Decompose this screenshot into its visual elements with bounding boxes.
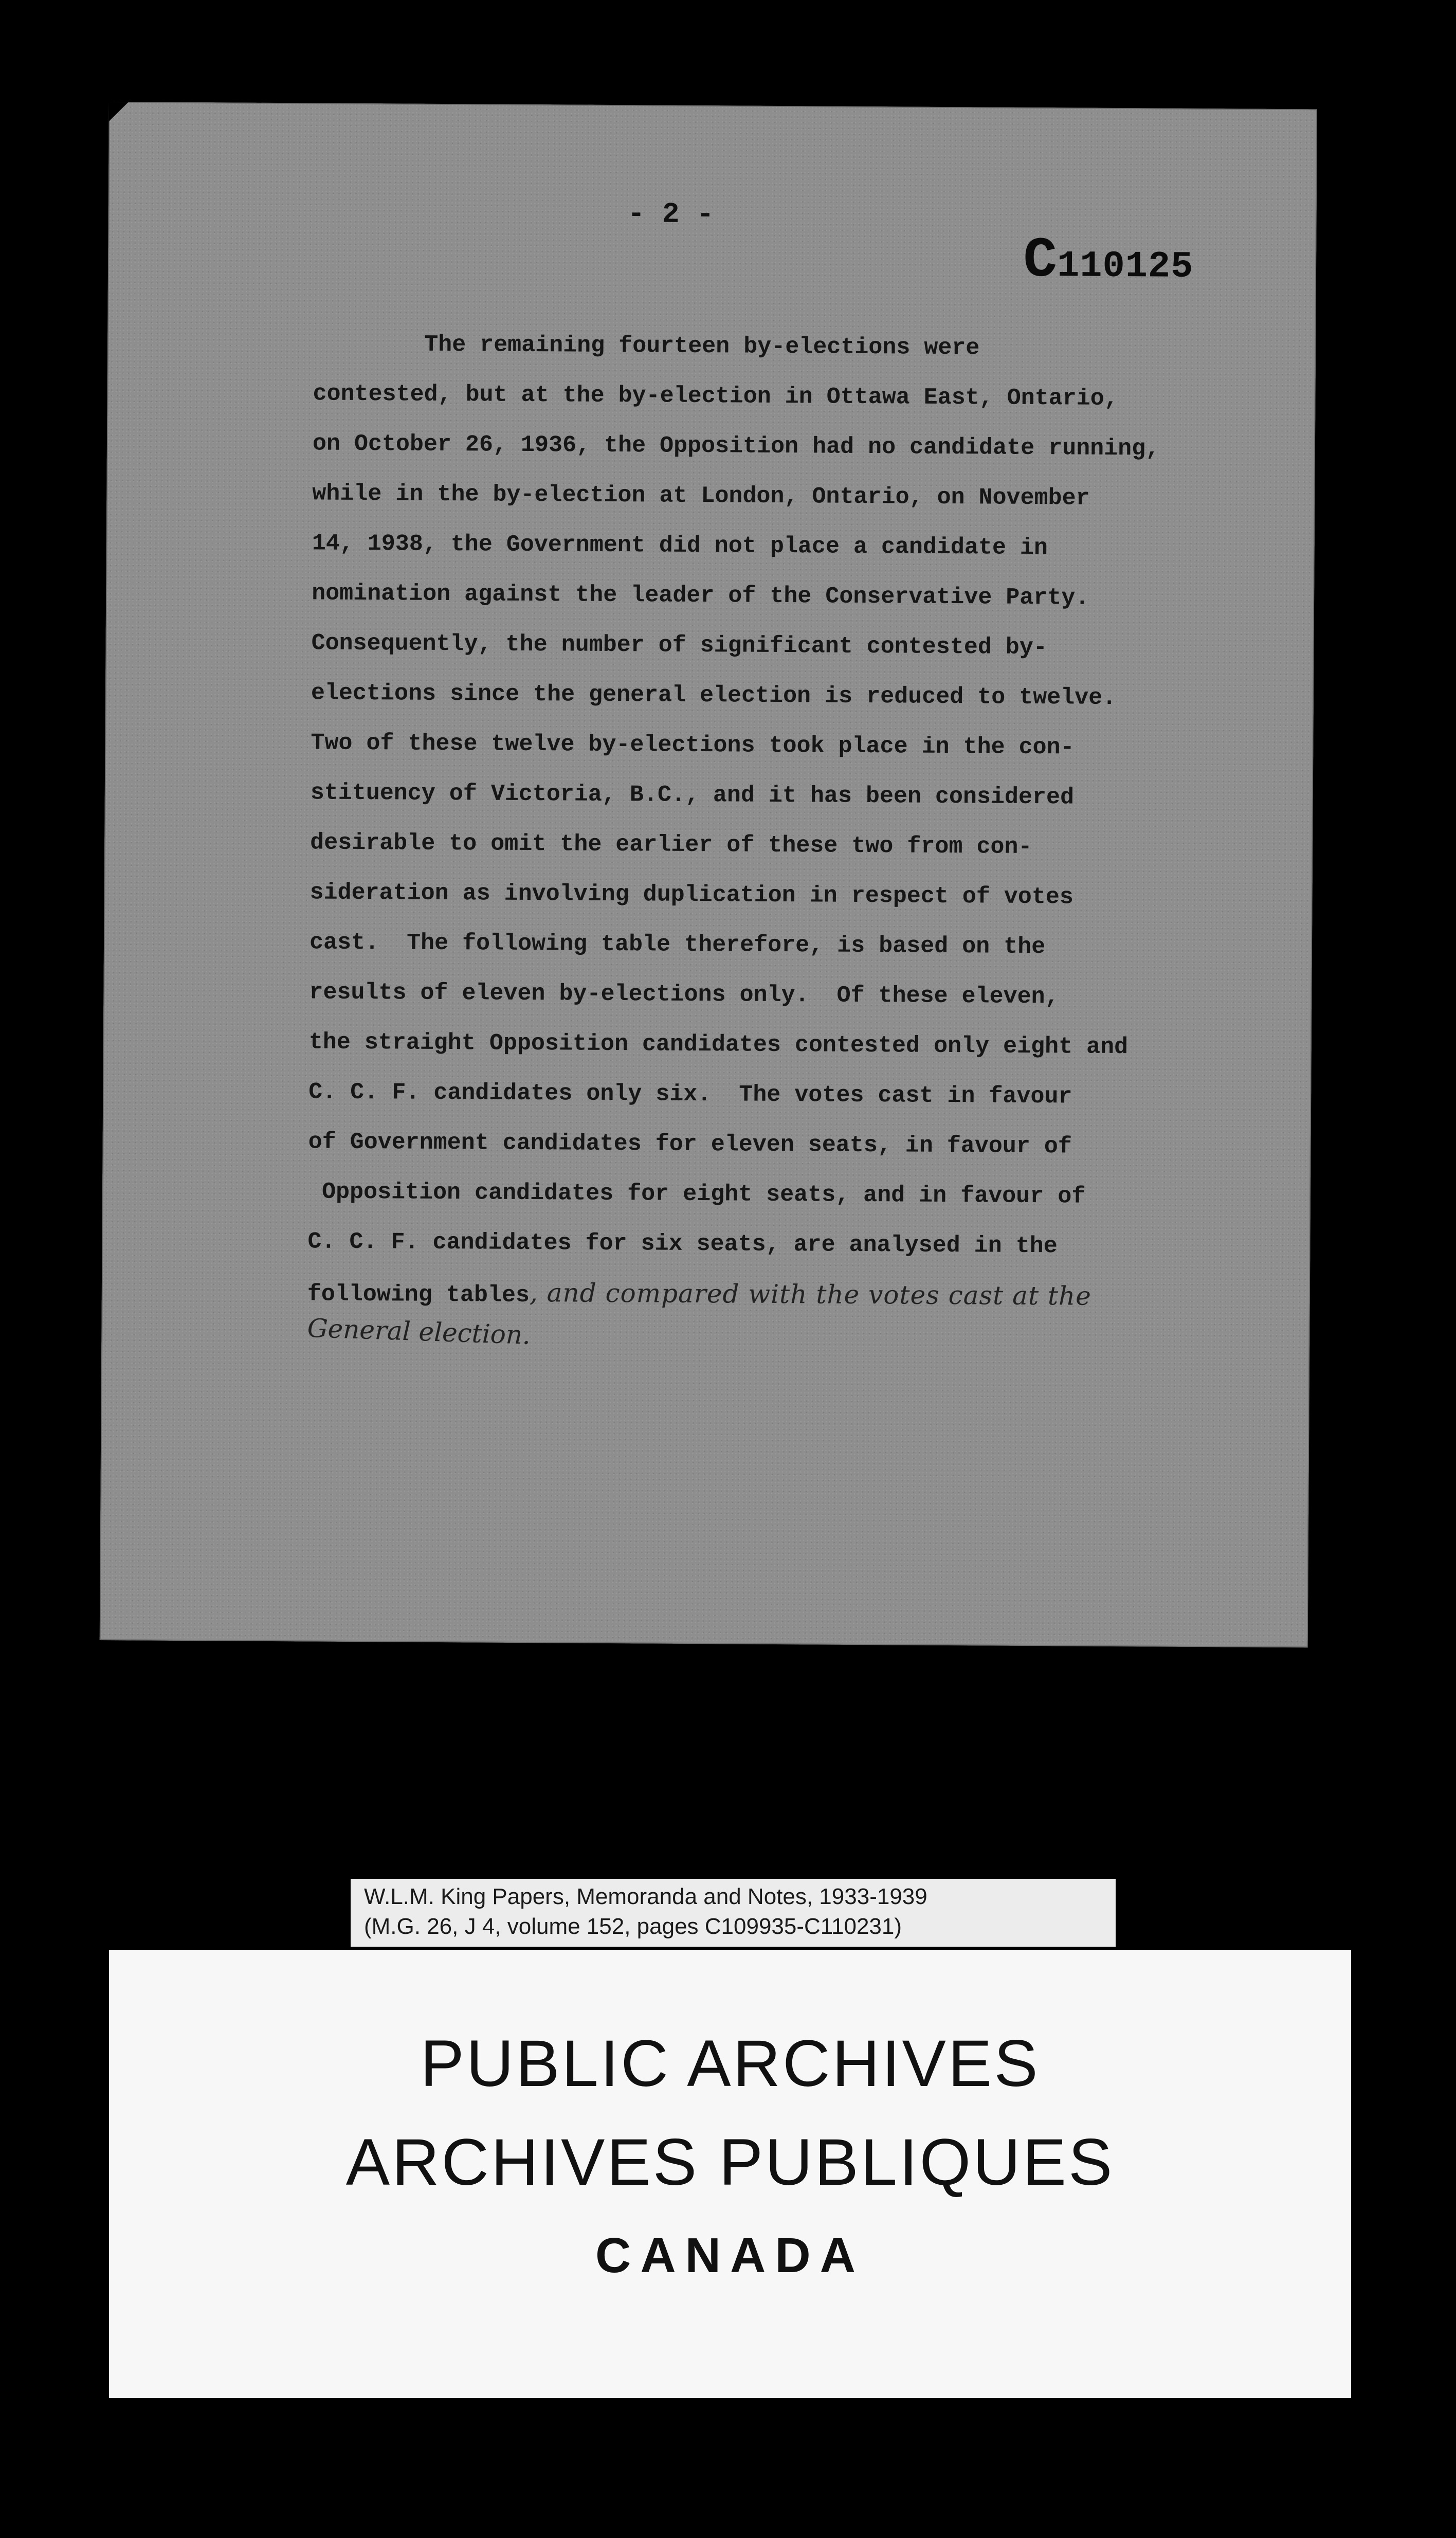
torn-corner — [109, 102, 129, 121]
archive-country: CANADA — [595, 2228, 865, 2283]
document-number — [1023, 229, 1194, 294]
citation-line-1: W.L.M. King Papers, Memoranda and Notes, 1933-1939 — [364, 1884, 927, 1909]
typed-line: while in the by-election at London, Ontario, on November — [312, 480, 1090, 512]
memo-page — [100, 102, 1317, 1647]
document-number-digits: 110125 — [1057, 245, 1194, 288]
typed-line: results of eleven by-elections only. Of these eleven, — [309, 979, 1059, 1010]
typed-line: the straight Opposition candidates contested only eight and — [308, 1029, 1129, 1061]
typed-text: following tables — [307, 1281, 530, 1309]
typed-line: Consequently, the number of significant contested by- — [311, 630, 1047, 661]
typed-line: nomination against the leader of the Conservative Party. — [312, 580, 1089, 611]
citation-label — [351, 1879, 1116, 1947]
document-number-prefix: C — [1023, 228, 1058, 294]
page-number: - 2 - — [627, 197, 714, 231]
typed-line: of Government candidates for eleven seats, in favour of — [308, 1129, 1072, 1160]
typed-line: desirable to omit the earlier of these two from con- — [310, 829, 1032, 860]
archive-title-english: PUBLIC ARCHIVES — [420, 2027, 1040, 2100]
typed-line: C. C. F. candidates for six seats, are analysed in the — [307, 1228, 1058, 1260]
typed-line: 14, 1938, the Government did not place a candidate in — [312, 530, 1048, 561]
handwritten-annotation-continued: General election. — [306, 1313, 531, 1350]
typed-line: contested, but at the by-election in Ottawa East, Ontario, — [313, 380, 1118, 412]
archive-card — [109, 1950, 1351, 2398]
typed-line: sideration as involving duplication in respect of votes — [310, 879, 1073, 911]
typed-line: Two of these twelve by-elections took place in the con- — [311, 730, 1075, 761]
handwritten-annotation: , and compared with the votes cast at the — [529, 1278, 1092, 1311]
typed-line: Opposition candidates for eight seats, and in favour of — [307, 1179, 1086, 1210]
typed-line: The remaining fourteen by-elections were — [313, 331, 980, 361]
typed-line: cast. The following table therefore, is based on the — [309, 929, 1046, 960]
archive-title-french: ARCHIVES PUBLIQUES — [345, 2126, 1115, 2199]
typed-line: stituency of Victoria, B.C., and it has been considered — [310, 779, 1075, 811]
citation-line-2: (M.G. 26, J 4, volume 152, pages C109935-C110231) — [364, 1914, 902, 1939]
typed-line: elections since the general election is reduced to twelve. — [311, 680, 1117, 711]
memo-body — [307, 319, 1316, 1372]
typed-line: C. C. F. candidates only six. The votes cast in favour — [308, 1079, 1072, 1110]
typed-line: on October 26, 1936, the Opposition had no candidate running, — [312, 430, 1160, 462]
